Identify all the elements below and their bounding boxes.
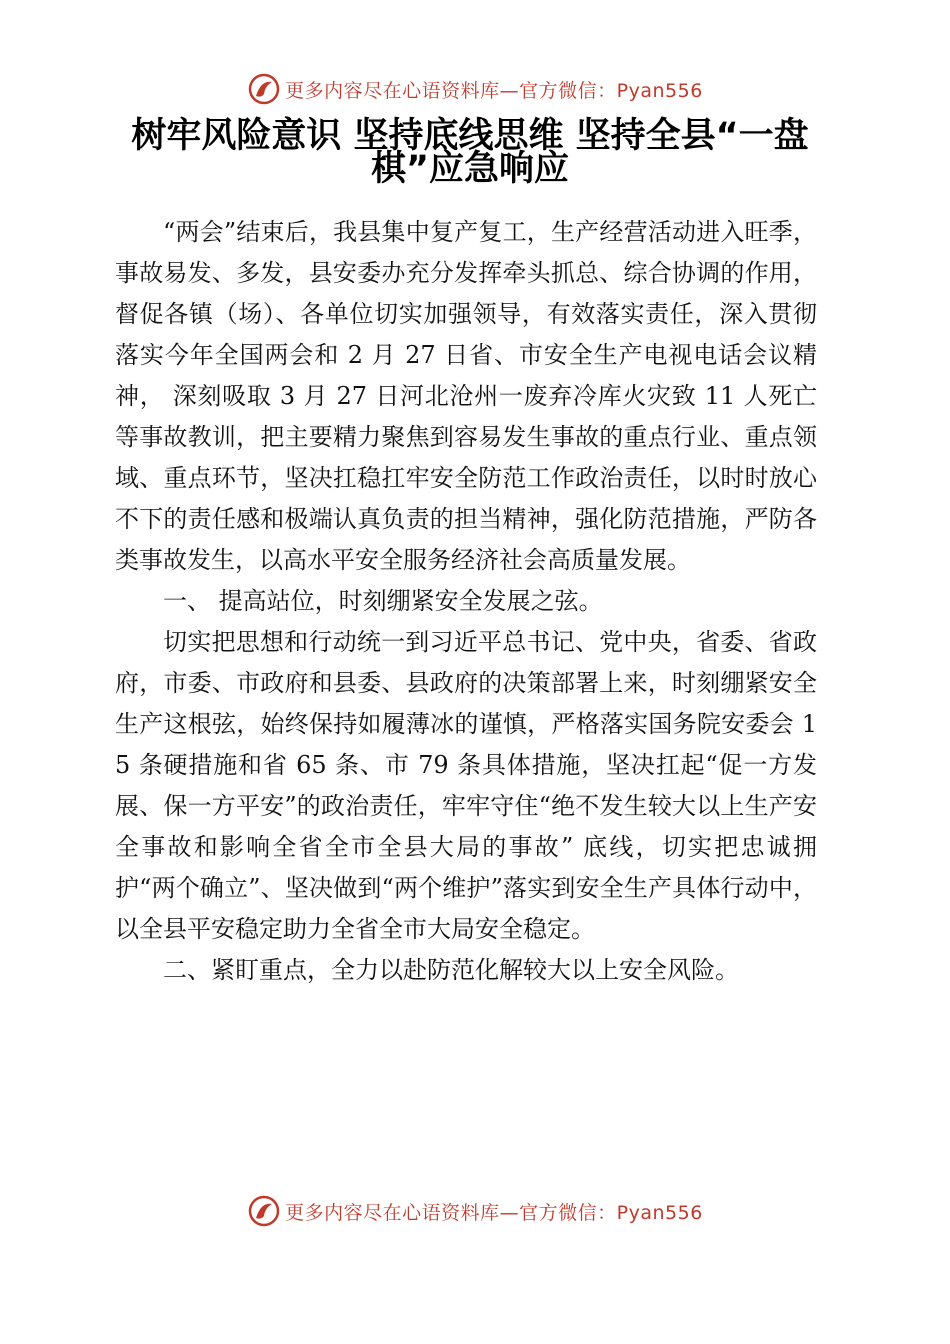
paragraph: 切实把思想和行动统一到习近平总书记、党中央，省委、省政府，市委、市政府和县委、县政府的决策部署上来，时刻绷紧安全生产这根弦，始终保持如履薄冰的谨慎，严格落实国务院安委会 15 条硬措施和省 65 条、市 79 条具体措施，坚决扛起“促一方发展、保一方平安”的政治责任，牢牢守住“绝不发生较大以上生产安全事故和影响全省全市全县大局的事故” 底线，切实把忠诚拥护“两个确立”、坚决做到“两个维护”落实到安全生产具体行动中，以全县平安稳定助力全省全市大局安全稳定。 [115,628,817,943]
document-title: 树牢风险意识 坚持底线思维 坚持全县“一盘棋”应急响应 [131,116,809,189]
watermark-banner-bottom [0,1194,950,1228]
logo-icon [247,1194,281,1228]
section-heading: 一、 提高站位，时刻绷紧安全发展之弦。 [163,587,603,615]
paragraph: “两会”结束后，我县集中复产复工，生产经营活动进入旺季，事故易发、多发，县安委办充分发挥牵头抓总、综合协调的作用， 督促各镇（场）、各单位切实加强领导，有效落实责任，深入贯彻落实今年全国两会和 2 月 27 日省、市安全生产电视电话会议精神， 深刻吸取 3 月 27 日河北沧州一废弃冷库火灾致 11 人死亡等事故教训，把主要精力聚焦到容易发生事故的重点行业、重点领域、重点环节，坚决扛稳扛牢安全防范工作政治责任，以时时放心不下的责任感和极端认真负责的担当精神，强化防范措施，严防各类事故发生，以高水平安全服务经济社会高质量发展。 [115,218,817,574]
watermark-text: 更多内容尽在心语资料库—官方微信：Pyan556 [285,1201,703,1224]
watermark-text: 更多内容尽在心语资料库—官方微信：Pyan556 [285,79,703,102]
section-heading: 二、紧盯重点，全力以赴防范化解较大以上安全风险。 [163,956,739,984]
logo-icon [247,72,281,106]
document-body [115,212,817,991]
watermark-banner-top [0,72,950,106]
